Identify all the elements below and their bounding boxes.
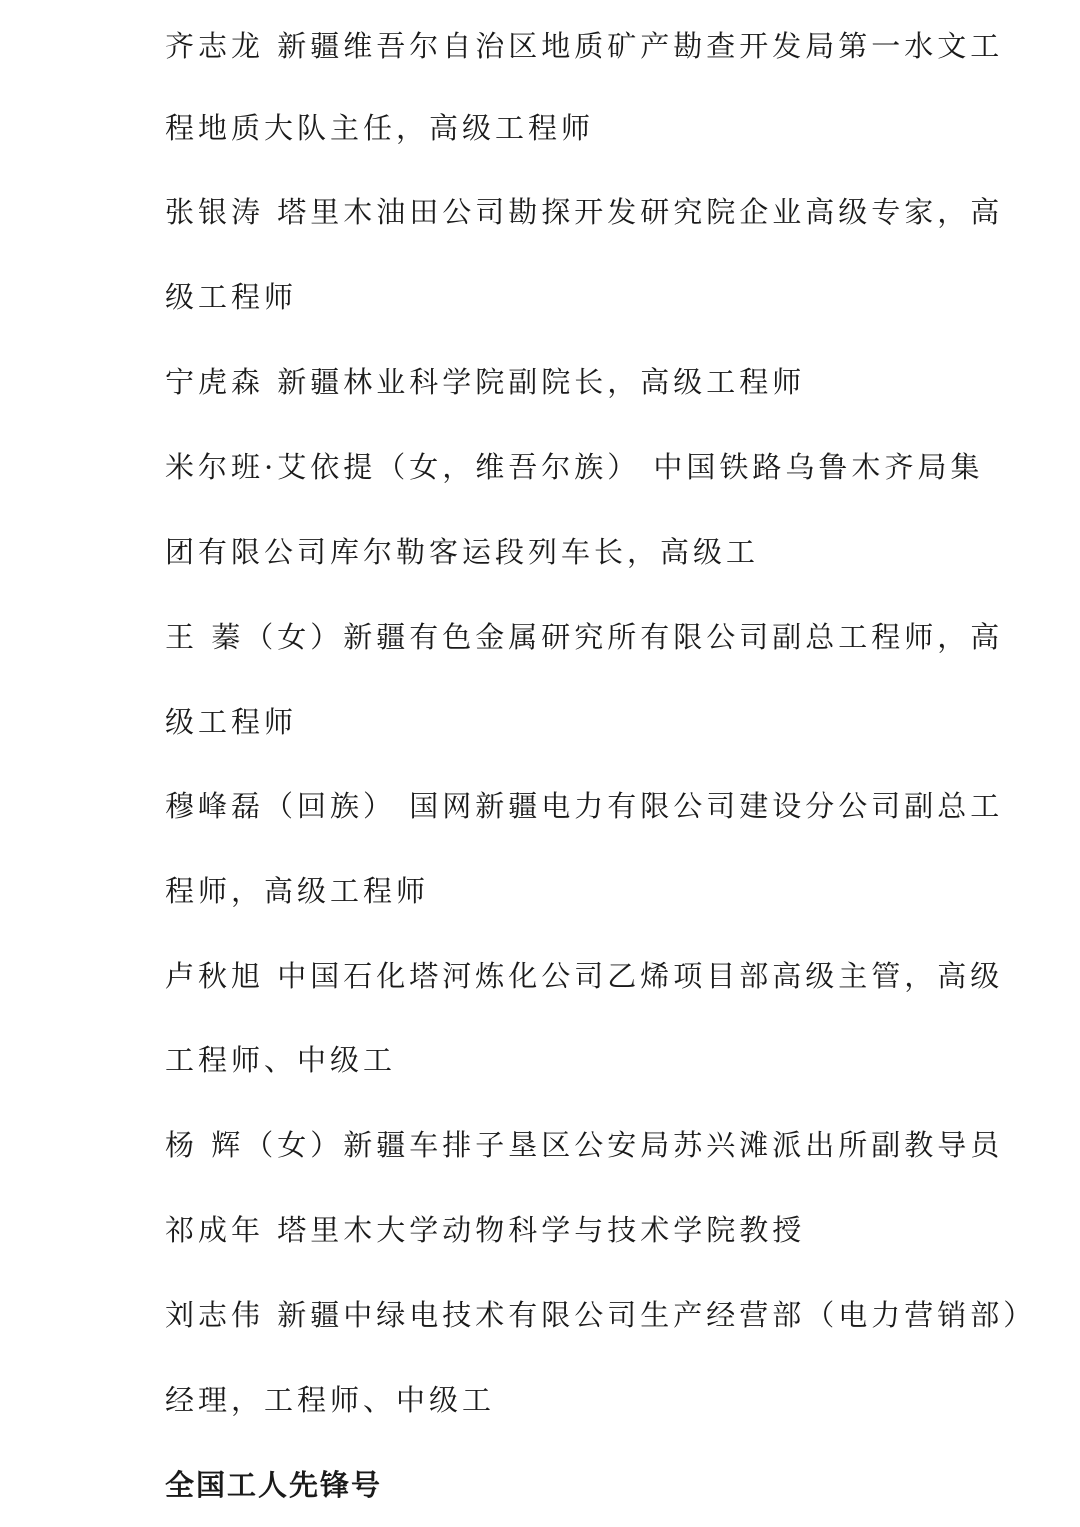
text-line: 杨 辉（女）新疆车排子垦区公安局苏兴滩派出所副教导员 bbox=[165, 1128, 1004, 1162]
text-line: 王 蓁（女）新疆有色金属研究所有限公司副总工程师，高 bbox=[165, 620, 1004, 654]
text-line: 程师，高级工程师 bbox=[165, 874, 430, 908]
text-line: 米尔班·艾依提（女，维吾尔族） 中国铁路乌鲁木齐局集 bbox=[165, 450, 984, 484]
text-line: 张银涛 塔里木油田公司勘探开发研究院企业高级专家，高 bbox=[165, 195, 1004, 229]
text-line: 齐志龙 新疆维吾尔自治区地质矿产勘查开发局第一水文工 bbox=[165, 29, 1004, 63]
section-heading: 全国工人先锋号 bbox=[165, 1468, 383, 1502]
text-line: 经理，工程师、中级工 bbox=[165, 1383, 496, 1417]
text-line: 团有限公司库尔勒客运段列车长，高级工 bbox=[165, 535, 760, 569]
text-line: 祁成年 塔里木大学动物科学与技术学院教授 bbox=[165, 1213, 806, 1247]
text-line: 卢秋旭 中国石化塔河炼化公司乙烯项目部高级主管，高级 bbox=[165, 959, 1004, 993]
text-line: 穆峰磊（回族） 国网新疆电力有限公司建设分公司副总工 bbox=[165, 789, 1004, 823]
text-line: 级工程师 bbox=[165, 705, 298, 739]
text-line: 程地质大队主任，高级工程师 bbox=[165, 111, 595, 145]
text-line: 级工程师 bbox=[165, 280, 298, 314]
text-line: 宁虎森 新疆林业科学院副院长，高级工程师 bbox=[165, 365, 806, 399]
text-line: 刘志伟 新疆中绿电技术有限公司生产经营部（电力营销部） bbox=[165, 1298, 1037, 1332]
text-line: 工程师、中级工 bbox=[165, 1043, 397, 1077]
